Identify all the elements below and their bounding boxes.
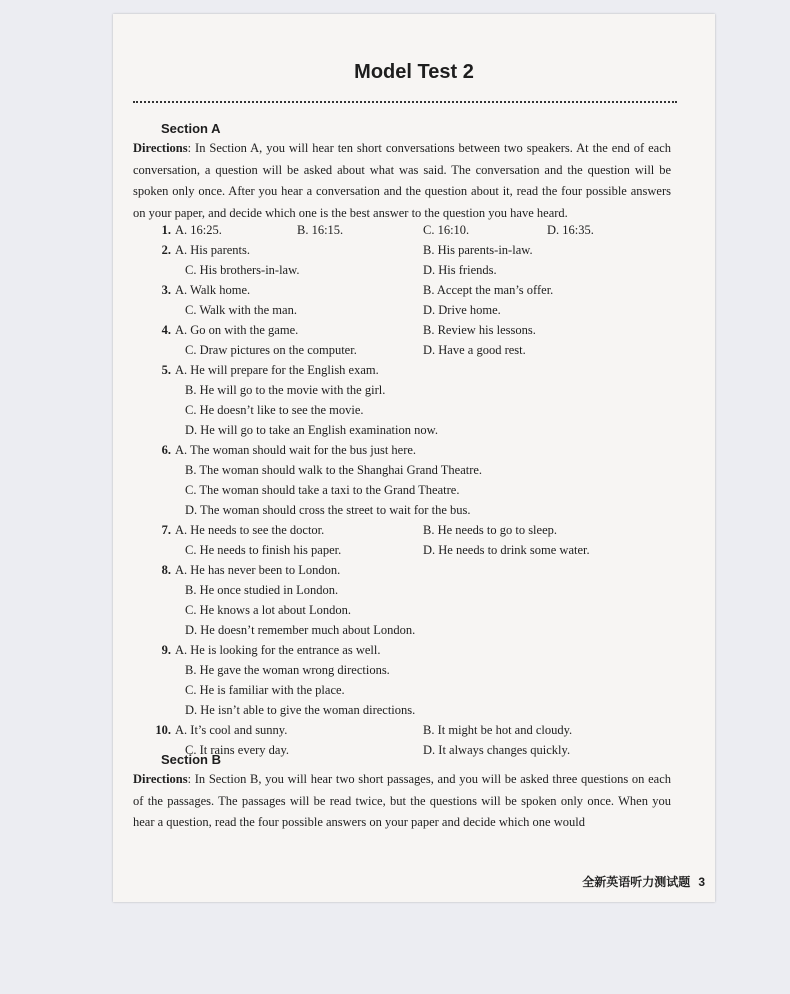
option-d: D. It always changes quickly. xyxy=(423,743,571,757)
book-title: 全新英语听力测试题 xyxy=(582,875,691,889)
question-number: 10. xyxy=(155,723,171,737)
option-a: A. The woman should wait for the bus just here. xyxy=(175,443,417,457)
question-8-row-2 xyxy=(113,580,715,600)
option-d: D. He isn’t able to give the woman directions. xyxy=(185,703,416,717)
option-d: D. He doesn’t remember much about London. xyxy=(185,623,416,637)
option-b: B. He needs to go to sleep. xyxy=(423,523,558,537)
question-9-row-4 xyxy=(113,700,715,720)
option-b: B. His parents-in-law. xyxy=(423,243,533,257)
option-d: D. Drive home. xyxy=(423,303,501,317)
section-a-heading: Section A xyxy=(161,121,221,136)
option-d: D. The woman should cross the street to wait for the bus. xyxy=(185,503,471,517)
option-d: D. His friends. xyxy=(423,263,497,277)
directions-label: Directions xyxy=(133,772,188,786)
question-9-row-2 xyxy=(113,660,715,680)
option-a: A. He is looking for the entrance as well. xyxy=(175,643,381,657)
section-b-directions xyxy=(133,769,671,834)
question-2 xyxy=(113,240,715,260)
option-b: B. The woman should walk to the Shanghai Grand Theatre. xyxy=(185,463,483,477)
question-number: 8. xyxy=(161,563,171,577)
question-number: 5. xyxy=(161,363,171,377)
option-b: B. He once studied in London. xyxy=(185,583,339,597)
option-b: B. It might be hot and cloudy. xyxy=(423,723,573,737)
option-b: B. He will go to the movie with the girl. xyxy=(185,383,386,397)
question-6-row-3 xyxy=(113,480,715,500)
question-5 xyxy=(113,360,715,380)
option-c: C. It rains every day. xyxy=(185,743,290,757)
option-a: A. His parents. xyxy=(175,243,250,257)
question-4 xyxy=(113,320,715,340)
option-c: C. 16:10. xyxy=(423,223,470,237)
question-number: 2. xyxy=(161,243,171,257)
question-6 xyxy=(113,440,715,460)
question-10 xyxy=(113,720,715,740)
directions-text: : In Section B, you will hear two short passages, and you will be asked three questions on each of the passages. The passages will be read twice, but the questions will be spoken only once. When you hear a question, read the four possible answers on your paper and decide which one would xyxy=(133,772,671,829)
question-9-row-3 xyxy=(113,680,715,700)
option-c: C. He doesn’t like to see the movie. xyxy=(185,403,364,417)
question-number: 3. xyxy=(161,283,171,297)
option-c: C. He needs to finish his paper. xyxy=(185,543,342,557)
option-b: B. Review his lessons. xyxy=(423,323,536,337)
document-page xyxy=(113,14,715,902)
page-footer xyxy=(113,873,705,890)
question-6-row-4 xyxy=(113,500,715,520)
option-b: B. He gave the woman wrong directions. xyxy=(185,663,390,677)
question-5-row-4 xyxy=(113,420,715,440)
question-7-row-2 xyxy=(113,540,715,560)
option-a: A. 16:25. xyxy=(175,223,222,237)
section-b-heading: Section B xyxy=(161,752,221,767)
option-a: A. Walk home. xyxy=(175,283,251,297)
question-8-row-4 xyxy=(113,620,715,640)
question-7 xyxy=(113,520,715,540)
question-number: 9. xyxy=(161,643,171,657)
option-c: C. He is familiar with the place. xyxy=(185,683,345,697)
question-9 xyxy=(113,640,715,660)
option-c: C. His brothers-in-law. xyxy=(185,263,300,277)
option-a: A. He has never been to London. xyxy=(175,563,341,577)
option-a: A. Go on with the game. xyxy=(175,323,299,337)
question-5-row-3 xyxy=(113,400,715,420)
option-d: D. 16:35. xyxy=(547,223,594,237)
option-c: C. The woman should take a taxi to the Grand Theatre. xyxy=(185,483,460,497)
question-number: 6. xyxy=(161,443,171,457)
question-3 xyxy=(113,280,715,300)
question-number: 1. xyxy=(161,223,171,237)
option-d: D. Have a good rest. xyxy=(423,343,526,357)
directions-text: : In Section A, you will hear ten short conversations between two speakers. At the end of each conversation, a question will be asked about what was said. The conversation and the question will be spoken only once. After you hear a conversation and the question about it, read the four possible answers on your paper, and decide which one is the best answer to the question you have heard. xyxy=(133,141,671,220)
option-d: D. He needs to drink some water. xyxy=(423,543,590,557)
option-a: A. He needs to see the doctor. xyxy=(175,523,325,537)
question-8-row-3 xyxy=(113,600,715,620)
question-3-row-2 xyxy=(113,300,715,320)
page-number: 3 xyxy=(698,875,705,889)
option-c: C. Walk with the man. xyxy=(185,303,297,317)
option-b: B. Accept the man’s offer. xyxy=(423,283,554,297)
question-number: 7. xyxy=(161,523,171,537)
question-5-row-2 xyxy=(113,380,715,400)
option-b: B. 16:15. xyxy=(297,223,344,237)
question-8 xyxy=(113,560,715,580)
question-6-row-2 xyxy=(113,460,715,480)
question-number: 4. xyxy=(161,323,171,337)
option-c: C. He knows a lot about London. xyxy=(185,603,351,617)
page-title: Model Test 2 xyxy=(354,61,474,83)
option-a: A. He will prepare for the English exam. xyxy=(175,363,379,377)
directions-label: Directions xyxy=(133,141,188,155)
option-d: D. He will go to take an English examination now. xyxy=(185,423,438,437)
option-a: A. It’s cool and sunny. xyxy=(175,723,288,737)
title-divider xyxy=(133,101,677,103)
question-2-row-2 xyxy=(113,260,715,280)
question-1 xyxy=(113,220,715,240)
question-4-row-2 xyxy=(113,340,715,360)
option-c: C. Draw pictures on the computer. xyxy=(185,343,357,357)
section-a-directions xyxy=(133,138,671,224)
